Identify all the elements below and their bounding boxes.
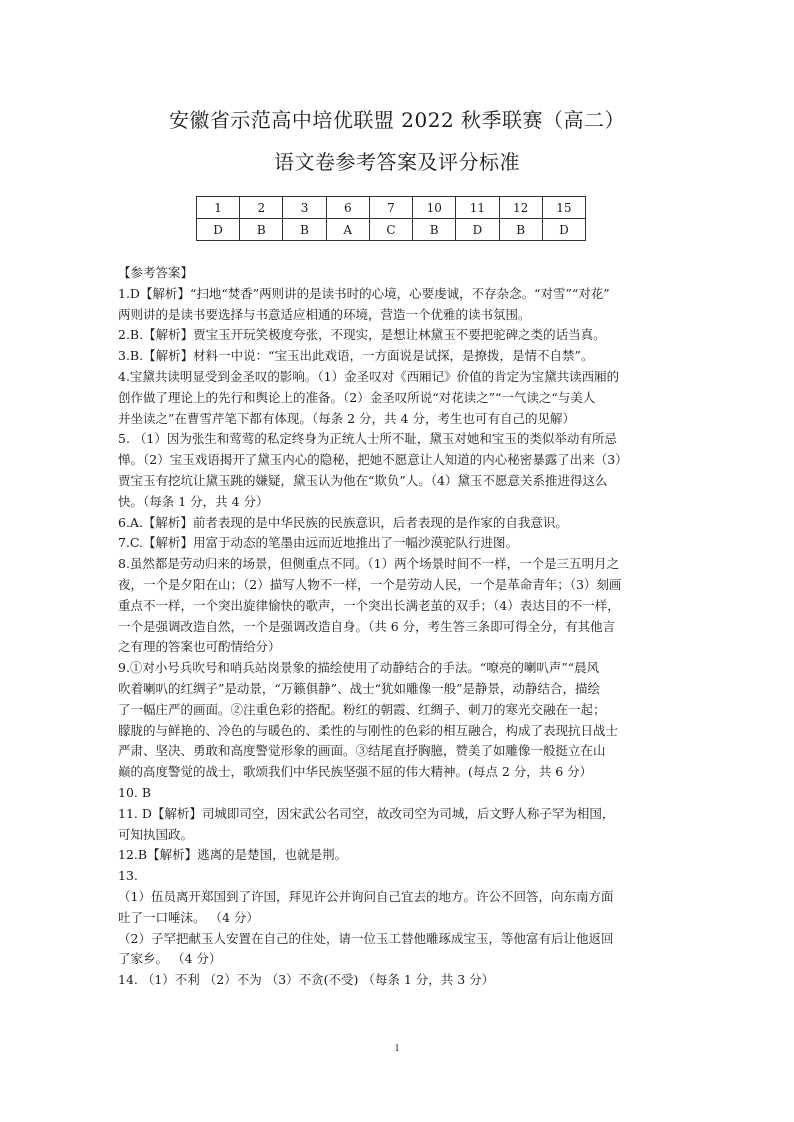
- text-line: 4.宝黛共读明显受到金圣叹的影响。（1）金圣叹对《西厢记》价值的肯定为宝黛共读西厢的: [118, 368, 620, 384]
- text-line: 巅的高度警觉的战士，歌颂我们中华民族坚强不屈的伟大精神。(每点 2 分，共 6 分）: [118, 764, 593, 780]
- text-line: 9.①对小号兵吹号和哨兵站岗景象的描绘使用了动静结合的手法。“嘹亮的喇叭声”“晨风: [118, 660, 600, 676]
- text-line: 14. （1）不利 （2）不为 （3）不贪(不受) （每条 1 分，共 3 分）: [118, 972, 495, 988]
- answer-cell: D: [456, 219, 499, 241]
- question-number-cell: 12: [499, 197, 542, 219]
- answer-cell: B: [413, 219, 456, 241]
- document-subtitle: 语文卷参考答案及评分标准: [274, 150, 520, 174]
- answer-explanations: [118, 263, 686, 991]
- text-line: 严肃、坚决、勇敢和高度警觉形象的画面。③结尾直抒胸臆，赞美了如雕像一般挺立在山: [118, 743, 606, 759]
- text-line: 可知执国政。: [118, 826, 194, 842]
- section-heading: 【参考答案】: [118, 265, 194, 280]
- document-title: 安徽省示范高中培优联盟 2022 秋季联赛（高二）: [168, 108, 626, 132]
- text-line: 5. （1）因为张生和莺莺的私定终身为正统人士所不耻，黛玉对她和宝玉的类似举动有所忌: [118, 431, 617, 447]
- answer-table-question-row: [197, 197, 586, 219]
- text-line: 了一幅庄严的画面。②注重色彩的搭配。粉红的朝霞、红绸子、刺刀的寒光交融在一起；: [118, 701, 606, 717]
- page-number: 1: [394, 1043, 400, 1054]
- text-line: 11. D【解析】司城即司空，因宋武公名司空，故改司空为司城，后文野人称子罕为相国，: [118, 805, 615, 821]
- text-line: （2）子罕把献玉人安置在自己的住处，请一位玉工替他雕琢成宝玉，等他富有后让他返回: [118, 930, 614, 946]
- text-line: 之有理的答案也可酌情给分）: [118, 639, 281, 655]
- answer-cell: C: [369, 219, 412, 241]
- answer-cell: B: [499, 219, 542, 241]
- text-line: 10. B: [118, 784, 152, 800]
- text-line: 夜，一个是夕阳在山；（2）描写人物不一样，一个是劳动人民，一个是革命青年；（3）刻画: [118, 576, 622, 592]
- answer-cell: B: [283, 219, 326, 241]
- text-line: 并坐读之”在曹雪芹笔下都有体现。（每条 2 分，共 4 分，考生也可有自己的见解）: [118, 410, 575, 426]
- question-number-cell: 6: [326, 197, 369, 219]
- text-line: 吐了一口唾沫。 （4 分）: [118, 909, 259, 925]
- text-line: 了家乡。 （4 分）: [118, 951, 222, 967]
- answer-table-answer-row: [197, 219, 586, 241]
- question-number-cell: 10: [413, 197, 456, 219]
- answer-cell: D: [542, 219, 585, 241]
- text-line: 惮。（2）宝玉戏语揭开了黛玉内心的隐秘，把她不愿意让人知道的内心秘密暴露了出来（3）: [118, 452, 628, 468]
- question-number-cell: 3: [283, 197, 326, 219]
- text-line: 1.D【解析】“扫地“焚香”两则讲的是读书时的心境，心要虔诚，不存杂念。“对雪”“对花”: [118, 285, 610, 301]
- text-line: 重点不一样，一个突出旋律愉快的歌声，一个突出长满老茧的双手；（4）表达目的不一样，: [118, 597, 620, 613]
- question-number-cell: 2: [240, 197, 283, 219]
- text-line: （1）伍员离开郑国到了许国，拜见许公并询问自己宜去的地方。许公不回答，向东南方面: [118, 888, 614, 904]
- text-line: 朦胧的与鲜艳的、冷色的与暖色的、柔性的与刚性的色彩的相互融合，构成了表现抗日战士: [118, 722, 619, 738]
- text-line: 2.B.【解析】贾宝玉开玩笑极度夸张，不现实，是想让林黛玉不要把驼碑之类的话当真。: [118, 327, 606, 343]
- text-line: 贾宝玉有挖坑让黛玉跳的嫌疑，黛玉认为他在“欺负”人。（4）黛玉不愿意关系推进得这么: [118, 472, 608, 488]
- text-line: 12.B【解析】逃离的是楚国，也就是荆。: [118, 847, 348, 863]
- text-line: 13.: [118, 868, 138, 884]
- text-line: 吹着喇叭的红绸子”是动景，“万籁俱静”、战士“犹如雕像一般”是静景，动静结合，描绘: [118, 680, 600, 696]
- text-line: 一个是强调改造自然，一个是强调改造自身。（共 6 分，考生答三条即可得全分，有其他言: [118, 618, 616, 634]
- question-number-cell: 11: [456, 197, 499, 219]
- answer-table: [196, 196, 586, 241]
- text-line: 3.B.【解析】材料一中说：“宝玉出此戏语，一方面说是试探，是撩拨，是情不自禁”。: [118, 348, 594, 364]
- text-line: 7.C.【解析】用富于动态的笔墨由远而近地推出了一幅沙漠驼队行进图。: [118, 535, 519, 551]
- text-line: 两则讲的是读书要选择与书意适应相通的环境，营造一个优雅的读书氛围。: [118, 306, 531, 322]
- answer-cell: D: [197, 219, 240, 241]
- question-number-cell: 15: [542, 197, 585, 219]
- text-line: 6.A.【解析】前者表现的是中华民族的民族意识，后者表现的是作家的自我意识。: [118, 514, 568, 530]
- text-line: 快。（每条 1 分，共 4 分）: [118, 493, 269, 509]
- answer-cell: B: [240, 219, 283, 241]
- text-line: 8.虽然都是劳动归来的场景，但侧重点不同。（1）两个场景时间不一样，一个是三五明月之: [118, 556, 620, 572]
- text-line: 创作做了理论上的先行和舆论上的准备。（2）金圣叹所说“对花读之”“一气读之“与美人: [118, 389, 596, 405]
- question-number-cell: 7: [369, 197, 412, 219]
- question-number-cell: 1: [197, 197, 240, 219]
- answer-cell: A: [326, 219, 369, 241]
